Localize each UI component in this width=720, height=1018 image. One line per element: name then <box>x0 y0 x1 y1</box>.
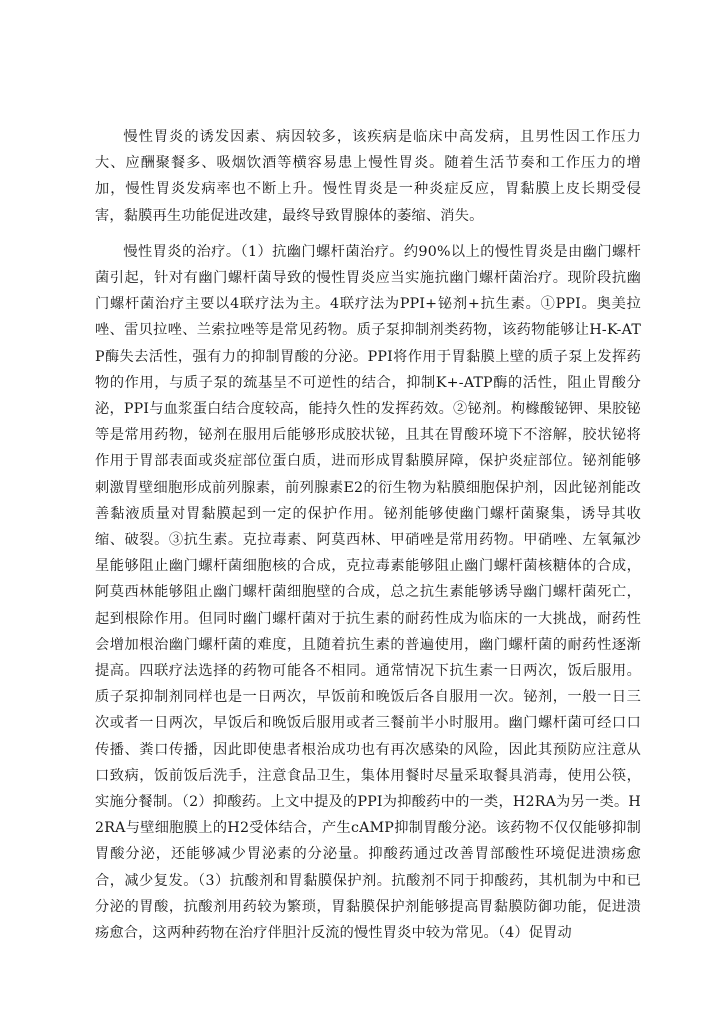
document-body <box>95 124 641 956</box>
paragraph-etiology: 慢性胃炎的诱发因素、病因较多，该疾病是临床中高发病，且男性因工作压力大、应酬聚餐多、吸烟饮酒等横容易患上慢性胃炎。随着生活节奏和工作压力的增加，慢性胃炎发病率也不断上升。慢性胃炎是一种炎症反应，胃黏膜上皮长期受侵害，黏膜再生功能促进改建，最终导致胃腺体的萎缩、消失。 <box>95 129 641 224</box>
paragraph-treatment: 慢性胃炎的治疗。（1）抗幽门螺杆菌治疗。约90%以上的慢性胃炎是由幽门螺杆菌引起，针对有幽门螺杆菌导致的慢性胃炎应当实施抗幽门螺杆菌治疗。现阶段抗幽门螺杆菌治疗主要以4联疗法为主。4联疗法为PPI+铋剂+抗生素。①PPI。奥美拉唑、雷贝拉唑、兰索拉唑等是常见药物。质子泵抑制剂类药物，该药物能够让H-K-ATP酶失去活性，强有力的抑制胃酸的分泌。PPI将作用于胃黏膜上壁的质子泵上发挥药物的作用，与质子泵的巯基呈不可逆性的结合，抑制K+-ATP酶的活性，阻止胃酸分泌，PPI与血浆蛋白结合度较高，能持久性的发挥药效。②铋剂。枸橼酸铋钾、果胶铋等是常用药物，铋剂在服用后能够形成胶状铋，且其在胃酸环境下不溶解，胶状铋将作用于胃部表面或炎症部位蛋白质，进而形成胃黏膜屏障，保护炎症部位。铋剂能够刺激胃壁细胞形成前列腺素，前列腺素E2的衍生物为粘膜细胞保护剂，因此铋剂能改善黏液质量对胃黏膜起到一定的保护作用。铋剂能够使幽门螺杆菌聚集，诱导其收缩、破裂。③抗生素。克拉毒素、阿莫西林、甲硝唑是常用药物。甲硝唑、左氧氟沙星能够阻止幽门螺杆菌细胞核的合成，克拉毒素能够阻止幽门螺杆菌核糖体的合成，阿莫西林能够阻止幽门螺杆菌细胞壁的合成，总之抗生素能够诱导幽门螺杆菌死亡，起到根除作用。但同时幽门螺杆菌对于抗生素的耐药性成为临床的一大挑战，耐药性会增加根治幽门螺杆菌的难度，且随着抗生素的普遍使用，幽门螺杆菌的耐药性逐渐提高。四联疗法选择的药物可能各不相同。通常情况下抗生素一日两次，饭后服用。质子泵抑制剂同样也是一日两次，早饭前和晚饭后各自服用一次。铋剂，一般一日三次或者一日两次，早饭后和晚饭后服用或者三餐前半小时服用。幽门螺杆菌可经口口传播、粪口传播，因此即使患者根治成功也有再次感染的风险，因此其预防应注意从口致病，饭前饭后洗手，注意食品卫生，集体用餐时尽量采取餐具消毒，使用公筷，实施分餐制。（2）抑酸药。上文中提及的PPI为抑酸药中的一类，H2RA为另一类。H2RA与壁细胞膜上的H2受体结合，产生cAMP抑制胃酸分泌。该药物不仅仅能够抑制胃酸分泌，还能够减少胃泌素的分泌量。抑酸药通过改善胃部酸性环境促进溃疡愈合，减少复发。（3）抗酸剂和胃黏膜保护剂。抗酸剂不同于抑酸药，其机制为中和已分泌的胃酸，抗酸剂用药较为繁琐，胃黏膜保护剂能够提高胃黏膜防御功能，促进溃疡愈合，这两种药物在治疗伴胆汁反流的慢性胃炎中较为常见。（4）促胃动 <box>95 243 641 942</box>
